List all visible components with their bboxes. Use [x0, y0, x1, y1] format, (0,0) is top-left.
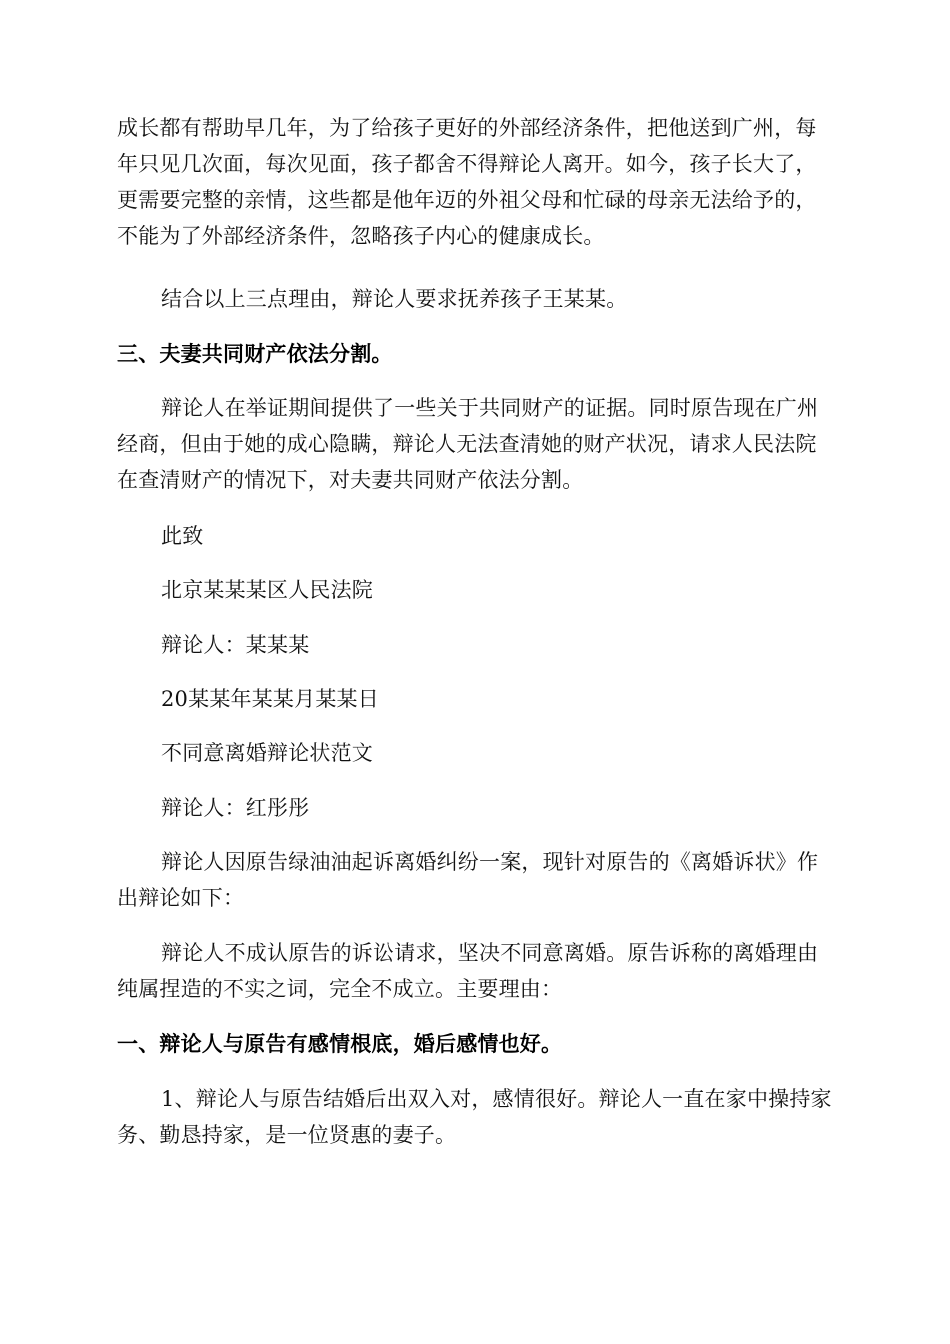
paragraph-marriage-detail: 1、辩论人与原告结婚后出双入对，感情很好。辩论人一直在家中操持家务、勤恳持家，是一位贤惠的妻子。: [117, 1087, 832, 1147]
sample-respondent: 辩论人：红彤彤: [161, 796, 310, 820]
paragraph-position: 辩论人不成认原告的诉讼请求，坚决不同意离婚。原告诉称的离婚理由纯属捏造的不实之词，完全不成立。主要理由：: [117, 941, 819, 1001]
court-name: 北京某某某区人民法院: [161, 578, 373, 602]
signatory: 辩论人：某某某: [161, 633, 310, 657]
paragraph-property-evidence: 辩论人在举证期间提供了一些关于共同财产的证据。同时原告现在广州经商，但由于她的成心隐瞒，辩论人无法查清她的财产状况，请求人民法院在查清财产的情况下，对夫妻共同财产依法分割。: [117, 396, 819, 492]
paragraph-child-growth: 成长都有帮助早几年，为了给孩子更好的外部经济条件，把他送到广州，每年只见几次面，每次见面，孩子都舍不得辩论人离开。如今，孩子长大了，更需要完整的亲情，这些都是他年迈的外祖父母和忙碌的母亲无法给予的，不能为了外部经济条件，忽略孩子内心的健康成长。: [117, 116, 817, 248]
paragraph-response-intro: 辩论人因原告绿油油起诉离婚纠纷一案，现针对原告的《离婚诉状》作出辩论如下：: [117, 850, 819, 910]
sample-title: 不同意离婚辩论状范文: [161, 741, 373, 765]
paragraph-custody-conclusion: 结合以上三点理由，辩论人要求抚养孩子王某某。: [161, 287, 628, 311]
closing-salutation: 此致: [161, 524, 204, 548]
heading-property-division: 三、夫妻共同财产依法分割。: [117, 342, 393, 366]
document-date: 20某某年某某月某某日: [161, 687, 379, 711]
heading-emotional-foundation: 一、辩论人与原告有感情根底，婚后感情也好。: [117, 1032, 563, 1056]
